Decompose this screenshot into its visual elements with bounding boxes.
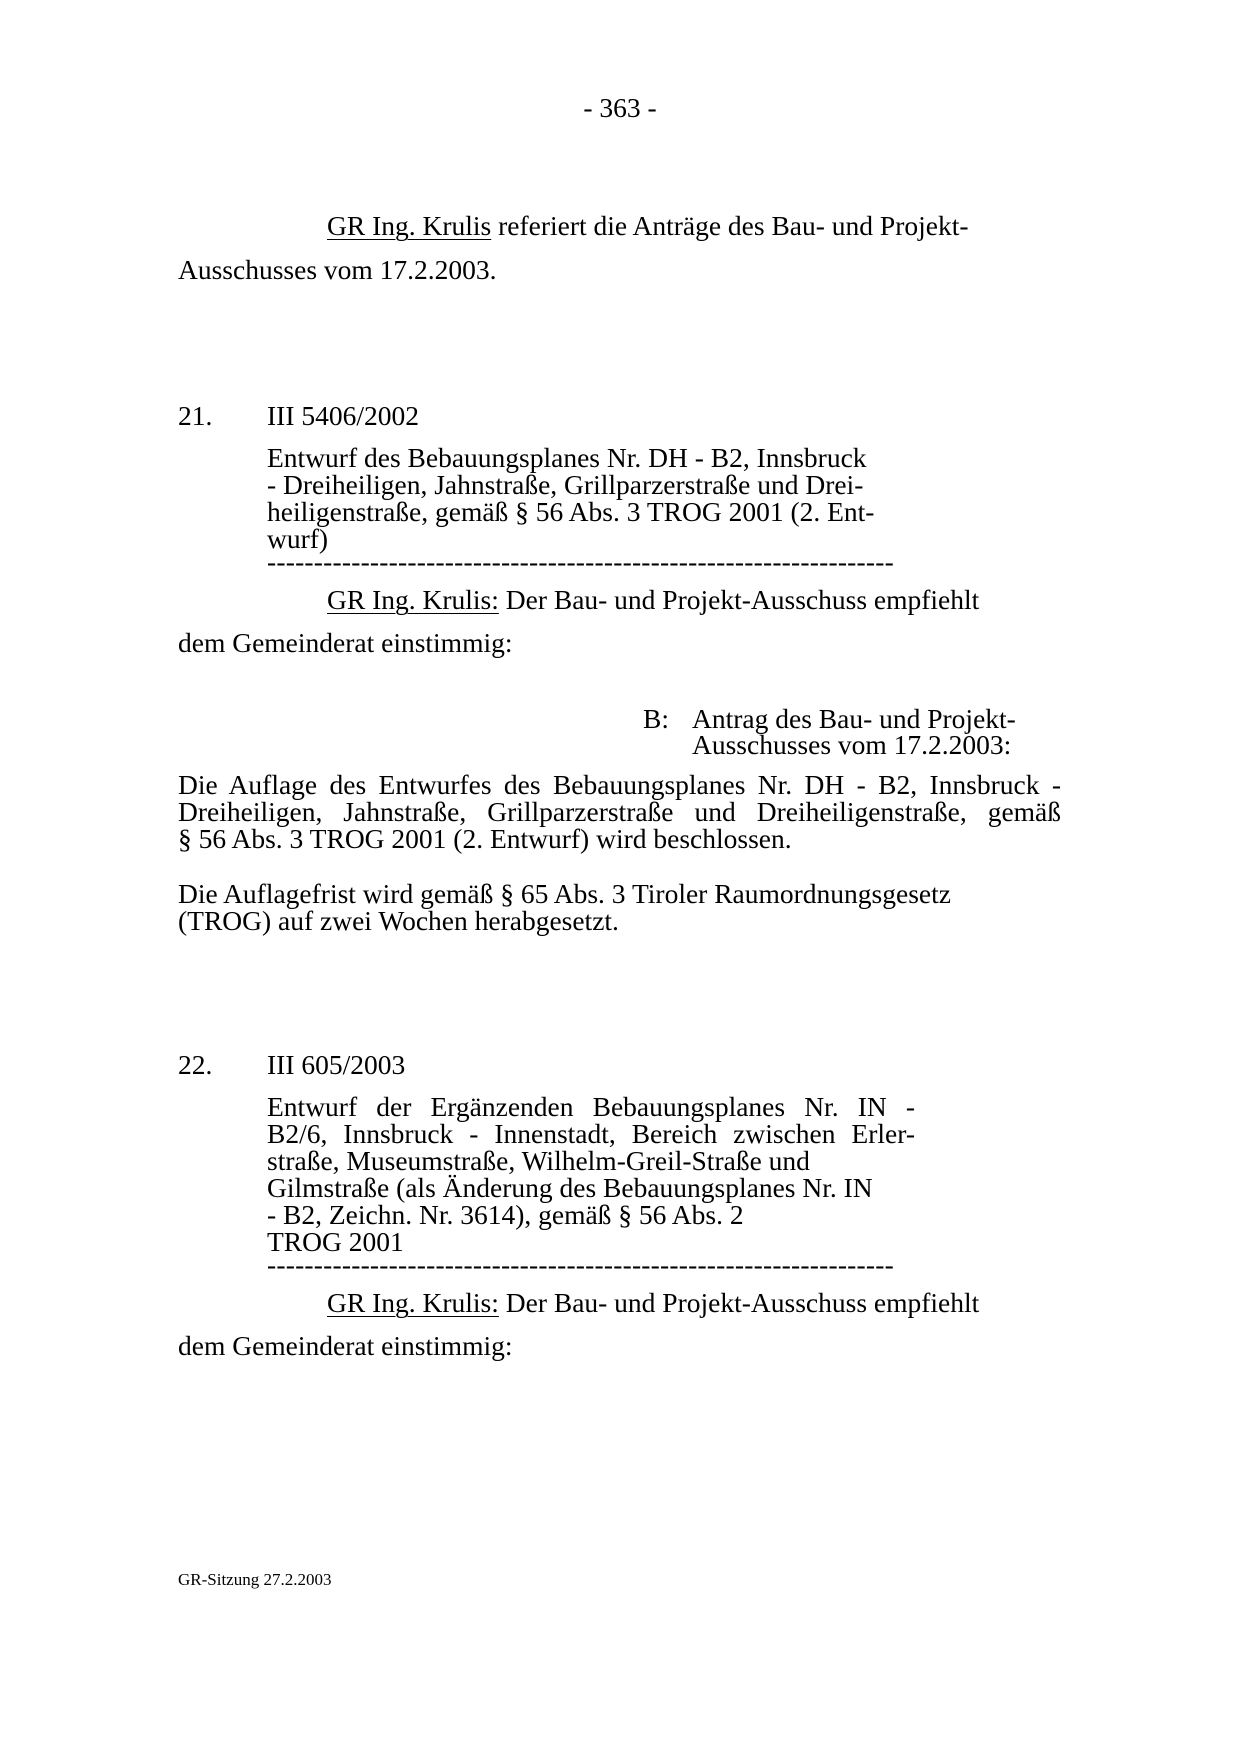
item-21-title-line-4: wurf): [267, 523, 329, 554]
item-21-speaker: GR Ing. Krulis:: [327, 584, 499, 615]
item-22-statement-line-2: dem Gemeinderat einstimmig:: [178, 1330, 513, 1361]
item-21-statement-line-1: [327, 586, 979, 613]
footer: GR-Sitzung 27.2.2003: [178, 1570, 332, 1589]
intro-speaker: GR Ing. Krulis: [327, 210, 492, 241]
page-number: - 363 -: [583, 92, 657, 123]
motion-title-line-2: Ausschusses vom 17.2.2003:: [692, 729, 1012, 760]
item-21-statement-rest: Der Bau- und Projekt-Ausschuss empfiehlt: [498, 584, 980, 615]
item-21-reference: III 5406/2002: [267, 400, 419, 431]
item-22-title-line-5: - B2, Zeichn. Nr. 3614), gemäß § 56 Abs. 2: [267, 1199, 744, 1230]
item-22-statement-line-1: [327, 1289, 979, 1316]
motion-label: B:: [643, 703, 669, 734]
motion-paragraph-1-line-3: § 56 Abs. 3 TROG 2001 (2. Entwurf) wird beschlossen.: [178, 823, 792, 854]
item-21-separator: -------------------------------------------------------------------: [267, 548, 894, 575]
item-22-number: 22.: [178, 1049, 213, 1080]
item-22-title-line-2: B2/6, Innsbruck - Innenstadt, Bereich zwischen Erler-: [267, 1118, 915, 1149]
intro-line-1: [327, 212, 969, 239]
item-22-statement-rest: Der Bau- und Projekt-Ausschuss empfiehlt: [498, 1287, 980, 1318]
item-22-reference: III 605/2003: [267, 1049, 406, 1080]
item-22-title-line-1: Entwurf der Ergänzenden Bebauungsplanes Nr. IN -: [267, 1091, 915, 1122]
motion-paragraph-1-line-1: Die Auflage des Entwurfes des Bebauungsplanes Nr. DH - B2, Innsbruck -: [178, 769, 1061, 800]
item-22-title-line-6: TROG 2001: [267, 1226, 404, 1257]
intro-line-2: Ausschusses vom 17.2.2003.: [178, 254, 497, 285]
motion-paragraph-2-line-2: (TROG) auf zwei Wochen herabgesetzt.: [178, 905, 619, 936]
motion-paragraph-1-line-2: Dreiheiligen, Jahnstraße, Grillparzerstraße und Dreiheiligenstraße, gemäß: [178, 796, 1061, 827]
motion-title-line-1: Antrag des Bau- und Projekt-: [692, 703, 1016, 734]
item-21-title-line-2: - Dreiheiligen, Jahnstraße, Grillparzerstraße und Drei-: [267, 469, 864, 500]
item-21-title-line-3: heiligenstraße, gemäß § 56 Abs. 3 TROG 2001 (2. Ent-: [267, 496, 875, 527]
motion-paragraph-2-line-1: Die Auflagefrist wird gemäß § 65 Abs. 3 Tiroler Raumordnungsgesetz: [178, 878, 951, 909]
item-21-statement-line-2: dem Gemeinderat einstimmig:: [178, 627, 513, 658]
item-21-number: 21.: [178, 400, 213, 431]
item-22-title-line-4: Gilmstraße (als Änderung des Bebauungsplanes Nr. IN: [267, 1172, 873, 1203]
item-22-title-line-3: straße, Museumstraße, Wilhelm-Greil-Straße und: [267, 1145, 810, 1176]
intro-line1-rest: referiert die Anträge des Bau- und Projekt-: [491, 210, 969, 241]
item-21-title-line-1: Entwurf des Bebauungsplanes Nr. DH - B2, Innsbruck: [267, 442, 867, 473]
item-22-separator: -------------------------------------------------------------------: [267, 1251, 894, 1278]
item-22-speaker: GR Ing. Krulis:: [327, 1287, 499, 1318]
